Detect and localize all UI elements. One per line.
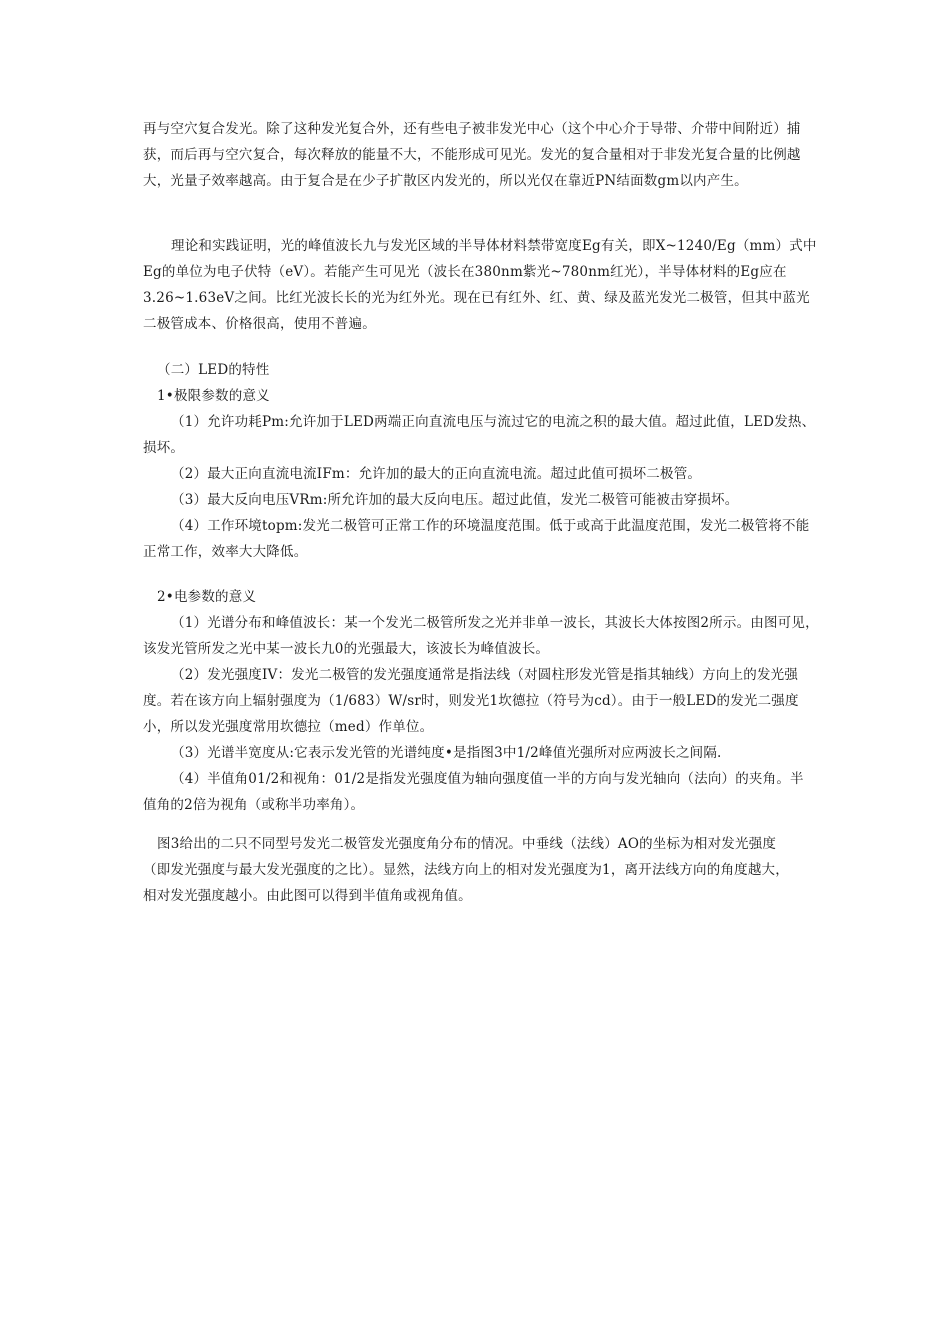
list-item-luminous-intensity-continued: 度。若在该方向上辐射强度为（1/683）W/sr时，则发光1坎德拉（符号为cd）。由于一般LED的发光二强度 — [143, 693, 799, 709]
text-line: 理论和实践证明，光的峰值波长九与发光区域的半导体材料禁带宽度Eg有关，即X~1240/Eg（mm）式中 — [171, 238, 817, 254]
list-item-luminous-intensity-continued: 小，所以发光强度常用坎德拉（med）作单位。 — [143, 719, 434, 735]
list-item-environment: （4）工作环境topm:发光二极管可正常工作的环境温度范围。低于或高于此温度范围，发光二极管将不能 — [171, 518, 810, 534]
subsection-heading-electrical-parameters: 2•电参数的意义 — [157, 589, 257, 605]
list-item-spectral-width: （3）光谱半宽度从:它表示发光管的光谱纯度•是指图3中1/2峰值光强所对应两波长之间隔. — [171, 745, 722, 761]
text-line: 获，而后再与空穴复合，每次释放的能量不大，不能形成可见光。发光的复合量相对于非发光复合量的比例越 — [143, 147, 801, 163]
list-item-environment-continued: 正常工作，效率大大降低。 — [143, 544, 308, 560]
section-electrical-parameters — [143, 584, 819, 818]
text-line: 图3给出的二只不同型号发光二极管发光强度角分布的情况。中垂线（法线）AO的坐标为相对发光强度 — [157, 836, 777, 852]
section-led-characteristics — [143, 357, 819, 565]
section-heading: （二）LED的特性 — [157, 362, 270, 378]
list-item-reverse-voltage: （3）最大反向电压VRm:所允许加的最大反向电压。超过此值，发光二极管可能被击穿损坏。 — [171, 492, 739, 508]
paragraph-peak-wavelength — [143, 233, 819, 337]
text-line: 再与空穴复合发光。除了这种发光复合外，还有些电子被非发光中心（这个中心介于导带、介带中间附近）捕 — [143, 121, 801, 137]
list-item-power-continued: 损坏。 — [143, 440, 185, 456]
list-item-forward-current: （2）最大正向直流电流IFm：允许加的最大的正向直流电流。超过此值可损坏二极管。 — [171, 466, 702, 482]
paragraph-angular-distribution — [143, 831, 819, 909]
list-item-luminous-intensity: （2）发光强度IV：发光二极管的发光强度通常是指法线（对圆柱形发光管是指其轴线）方向上的发光强 — [171, 667, 799, 683]
list-item-spectrum: （1）光谱分布和峰值波长：某一个发光二极管所发之光并非单一波长，其波长大体按图2所示。由图可见， — [171, 615, 819, 631]
text-line: Eg的单位为电子伏特（eV）。若能产生可见光（波长在380nm紫光~780nm红光），半导体材料的Eg应在 — [143, 264, 787, 280]
text-line: 3.26~1.63eV之间。比红光波长长的光为红外光。现在已有红外、红、黄、绿及蓝光发光二极管，但其中蓝光 — [143, 290, 810, 306]
text-line: 二极管成本、价格很高，使用不普遍。 — [143, 316, 376, 332]
list-item-half-angle: （4）半值角01/2和视角：01/2是指发光强度值为轴向强度值一半的方向与发光轴向（法向）的夹角。半 — [171, 771, 804, 787]
text-line: 大，光量子效率越高。由于复合是在少子扩散区内发光的，所以光仅在靠近PN结面数gm以内产生。 — [143, 173, 748, 189]
subsection-heading-limit-parameters: 1•极限参数的意义 — [157, 388, 270, 404]
list-item-spectrum-continued: 该发光管所发之光中某一波长九0的光强最大，该波长为峰值波长。 — [143, 641, 550, 657]
list-item-power: （1）允许功耗Pm:允许加于LED两端正向直流电压与流过它的电流之积的最大值。超过此值，LED发热、 — [171, 414, 816, 430]
text-line: 相对发光强度越小。由此图可以得到半值角或视角值。 — [143, 888, 472, 904]
paragraph-recombination — [143, 116, 819, 194]
list-item-half-angle-continued: 值角的2倍为视角（或称半功率角）。 — [143, 797, 365, 813]
text-line: （即发光强度与最大发光强度的之比）。显然，法线方向上的相对发光强度为1，离开法线方向的角度越大， — [143, 862, 789, 878]
